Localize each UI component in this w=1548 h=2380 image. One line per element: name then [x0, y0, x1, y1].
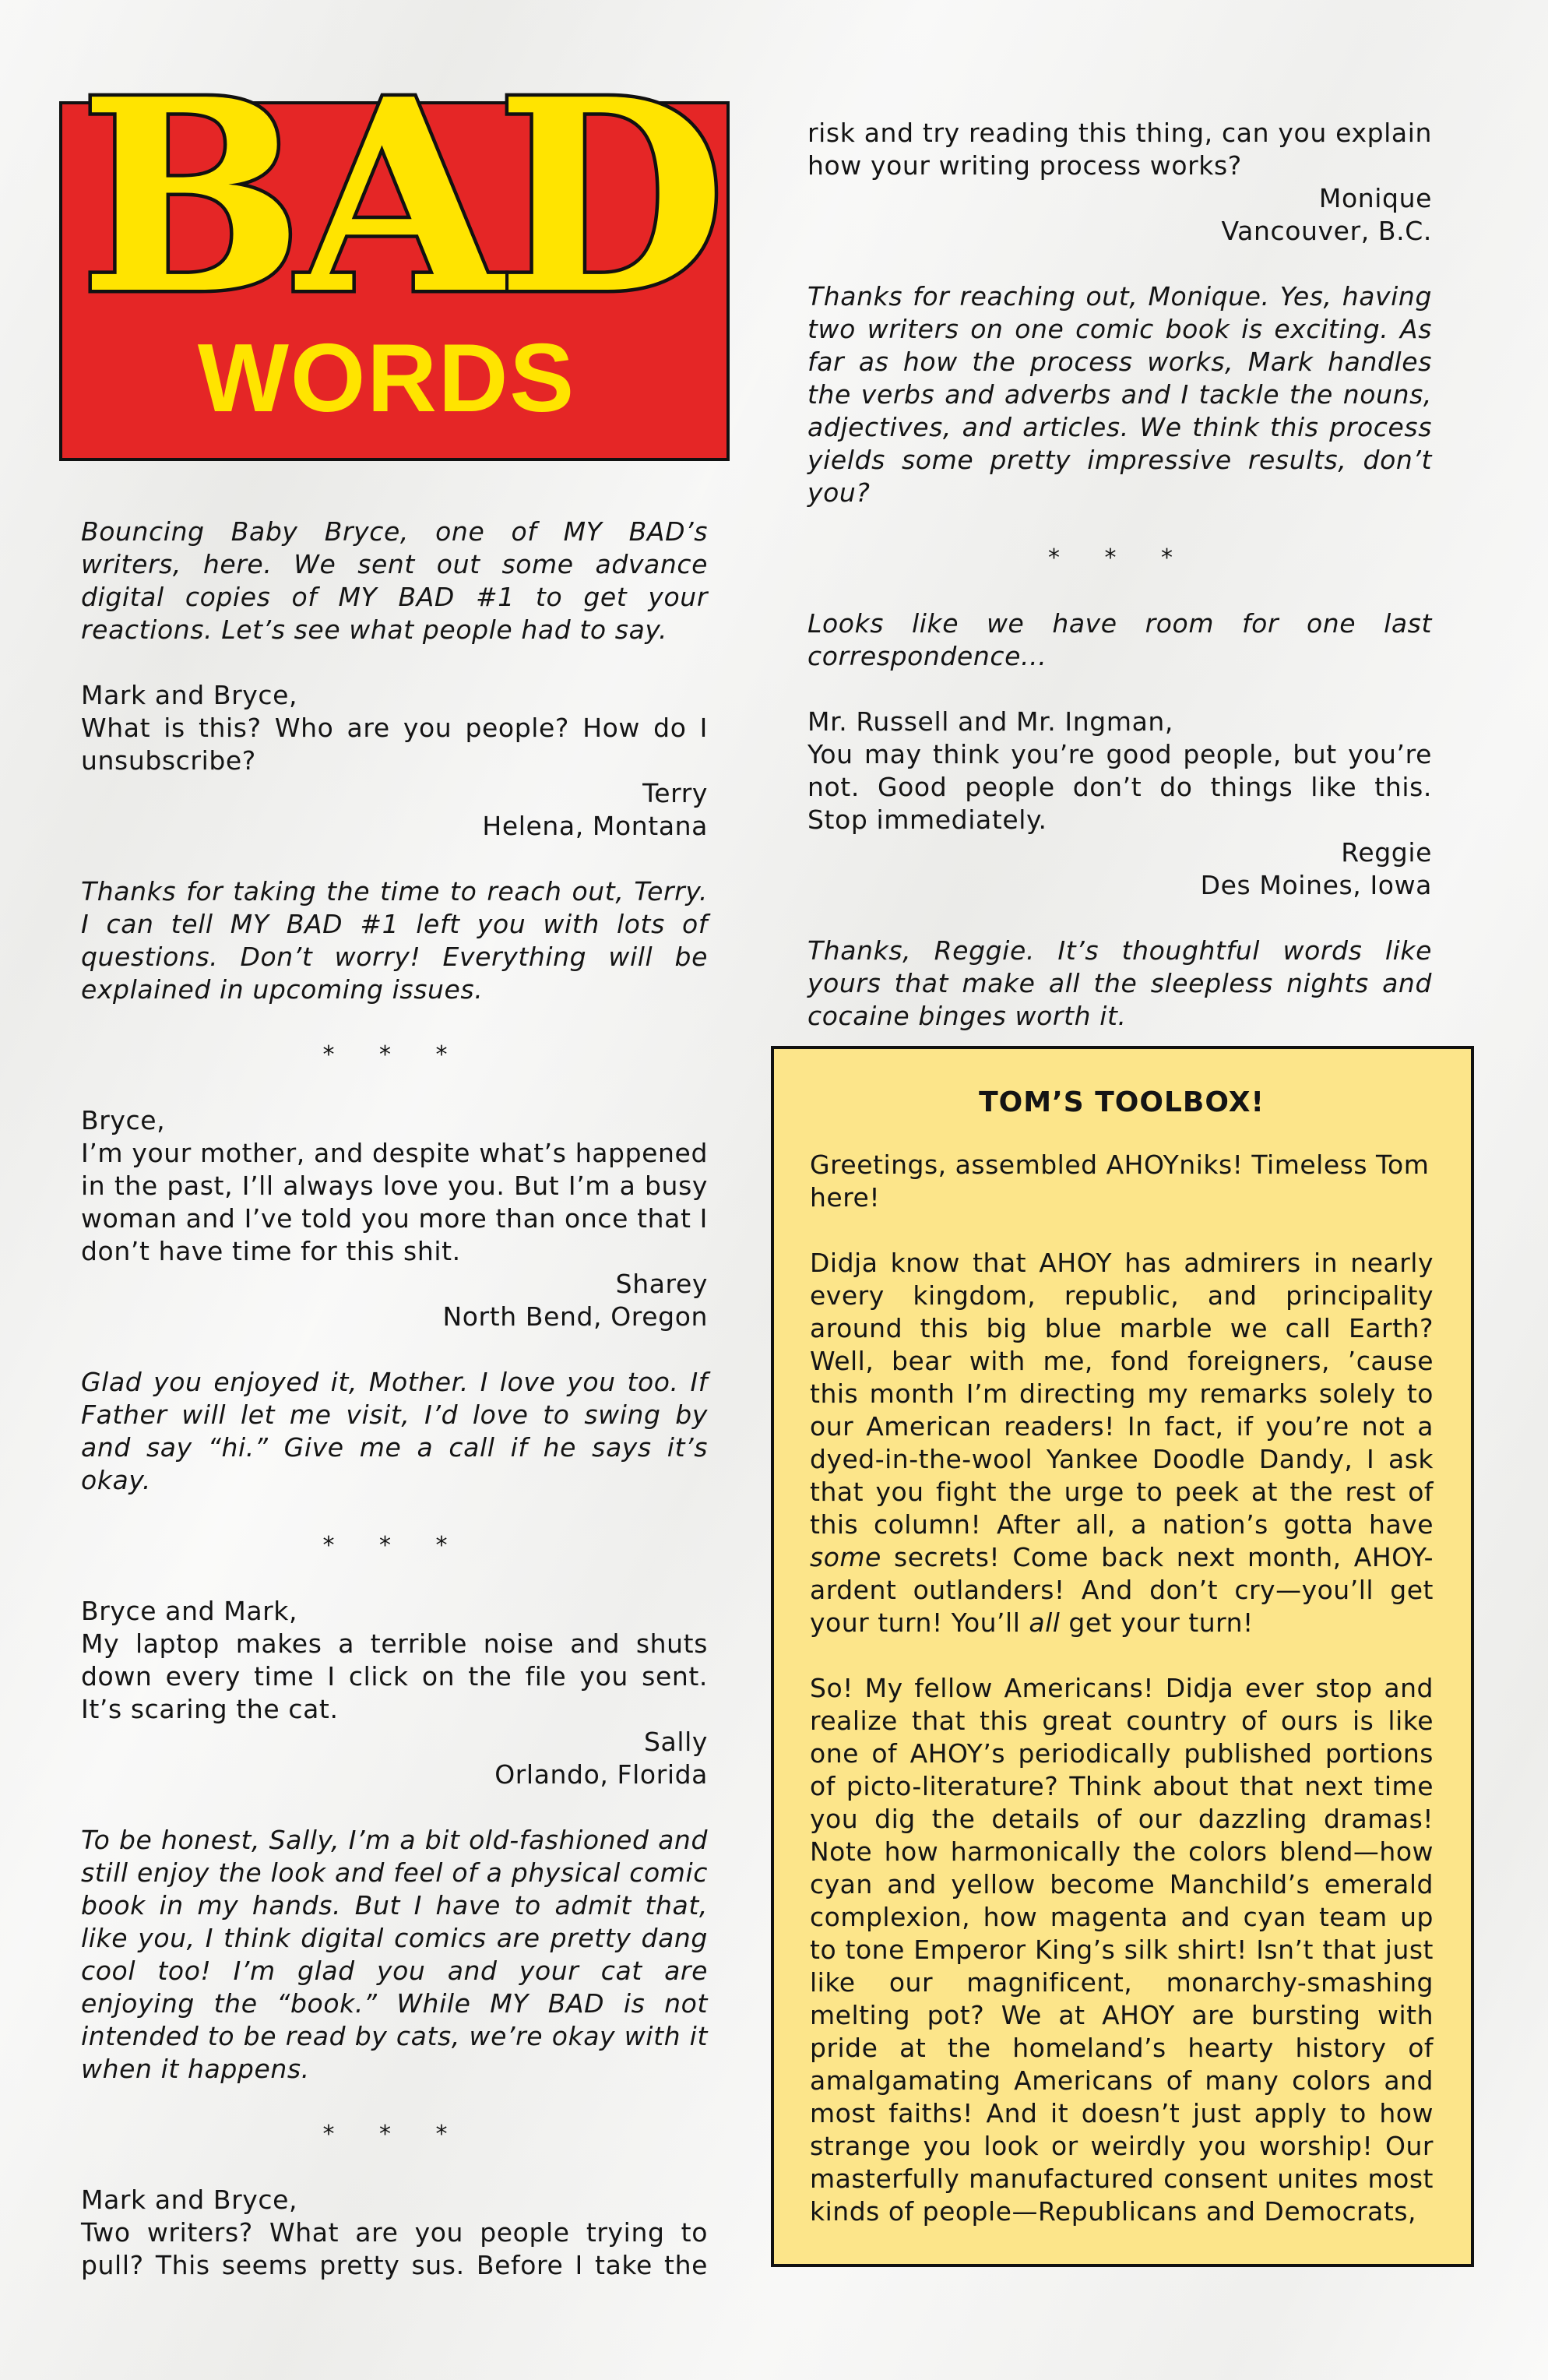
letter-salutation: Mr. Russell and Mr. Ingman, — [807, 706, 1173, 737]
section-separator: * * * — [322, 1532, 466, 1559]
letter-reply: To be honest, Sally, I’m a bit old-fashioned and still enjoy the look and feel of a physical comic book in my hands. But I have to admit that, like you, I think digital comics are pretty dang cool too! I’m glad you and your cat are enjoying the “book.” While MY BAD is not intended to be read by cats, we’re okay with it when it happens. — [81, 1825, 708, 2084]
closing-note: Looks like we have room for one last correspondence... — [807, 608, 1432, 671]
section-separator: * * * — [1047, 544, 1192, 572]
letter-body: What is this? Who are you people? How do I unsubscribe? — [81, 713, 708, 776]
letter-signature-location: Vancouver, B.C. — [1221, 216, 1432, 246]
logo-words-text: WORDS — [197, 325, 576, 432]
letter-signature-location: Helena, Montana — [482, 811, 708, 841]
letter-signature-location: North Bend, Oregon — [442, 1301, 708, 1332]
letter-salutation: Mark and Bryce, — [81, 2185, 298, 2215]
letter-signature-name: Reggie — [1341, 837, 1432, 868]
toolbox-emphasis: some — [810, 1542, 881, 1572]
letter-body: My laptop makes a terrible noise and shuts down every time I click on the file you sent. It’s scaring the cat. — [81, 1628, 708, 1724]
logo-bad-text: BAD — [79, 42, 720, 353]
letter-body: You may think you’re good people, but you’re not. Good people don’t do things like this. Stop immediately. — [807, 739, 1432, 835]
letter-signature-location: Orlando, Florida — [494, 1759, 708, 1790]
toolbox-text: secrets! Come back next month, AHOY-ardent outlanders! And don’t cry—you’ll get your turn! You’ll — [810, 1542, 1434, 1638]
letter-signature-location: Des Moines, Iowa — [1200, 870, 1432, 900]
letter-body: Two writers? What are you people trying to pull? This seems pretty sus. Before I take the — [81, 2217, 708, 2280]
letter-signature-name: Sally — [643, 1727, 708, 1757]
letter-reply: Thanks for taking the time to reach out, Terry. I can tell MY BAD #1 left you with lots of questions. Don’t worry! Everything will be explained in upcoming issues. — [81, 876, 708, 1005]
letter-signature-name: Monique — [1318, 183, 1432, 213]
bad-words-logo — [59, 42, 730, 461]
section-separator: * * * — [322, 2121, 466, 2148]
letter-reply: Thanks for reaching out, Monique. Yes, having two writers on one comic book is exciting. As far as how the process works, Mark handles the verbs and adverbs and I tackle the nouns, adjectives, and articles. We think this process yields some pretty impressive results, don’t you? — [807, 281, 1432, 508]
letter-salutation: Mark and Bryce, — [81, 680, 298, 710]
intro-text: Bouncing Baby Bryce, one of MY BAD’s writers, here. We sent out some advance digital copies of MY BAD #1 to get your reactions. Let’s see what people had to say. — [81, 516, 708, 645]
toolbox-emphasis: all — [1029, 1607, 1061, 1638]
right-column — [807, 117, 1432, 1033]
letter-body-continued: risk and try reading this thing, can you explain how your writing process works? — [807, 118, 1432, 181]
toolbox-paragraph: So! My fellow Americans! Didja ever stop and realize that this great country of ours is like one of AHOY’s periodically published portions of picto-literature? Think about that next time you dig the details of our dazzling dramas! Note how harmonically the colors blend—how cyan and yellow become Manchild’s emerald complexion, how magenta and cyan team up to tone Emperor King’s silk shirt! Isn’t that just like our magnificent, monarchy-smashing melting pot? We at AHOY are bursting with pride at the homeland’s hearty history of amalgamating Americans of many colors and most faiths! And it doesn’t just apply to how strange you look or weirdly you worship! Our masterfully manufactured consent unites most kinds of people—Republicans and Democrats, — [810, 1673, 1434, 2227]
left-column — [81, 516, 708, 2282]
letter-body: I’m your mother, and despite what’s happened in the past, I’ll always love you. But I’m a busy woman and I’ve told you more than once that I don’t have time for this shit. — [81, 1138, 708, 1266]
toolbox-text: get your turn! — [1060, 1607, 1254, 1638]
letter-salutation: Bryce and Mark, — [81, 1596, 298, 1626]
letter-salutation: Bryce, — [81, 1105, 166, 1135]
letter-signature-name: Sharey — [615, 1269, 708, 1299]
toolbox-paragraph — [810, 1247, 1434, 1639]
letter-reply: Glad you enjoyed it, Mother. I love you too. If Father will let me visit, I’d love to swing by and say “hi.” Give me a call if he says it’s okay. — [81, 1367, 708, 1495]
letter-reply: Thanks, Reggie. It’s thoughtful words like yours that make all the sleepless nights and cocaine binges worth it. — [807, 935, 1432, 1031]
section-separator: * * * — [322, 1041, 466, 1069]
toolbox-text: Didja know that AHOY has admirers in nearly every kingdom, republic, and principality around this big blue marble we call Earth? Well, bear with me, fond foreigners, ’cause this month I’m directing my remarks solely to our American readers! In fact, if you’re not a dyed-in-the-wool Yankee Doodle Dandy, I ask that you fight the urge to peek at the rest of this column! After all, a nation’s gotta have — [810, 1248, 1434, 1540]
toms-toolbox-box — [771, 1046, 1474, 2267]
letter-signature-name: Terry — [642, 778, 708, 808]
toolbox-paragraph: Greetings, assembled AHOYniks! Timeless Tom here! — [810, 1150, 1430, 1213]
toolbox-title: TOM’S TOOLBOX! — [979, 1086, 1265, 1118]
